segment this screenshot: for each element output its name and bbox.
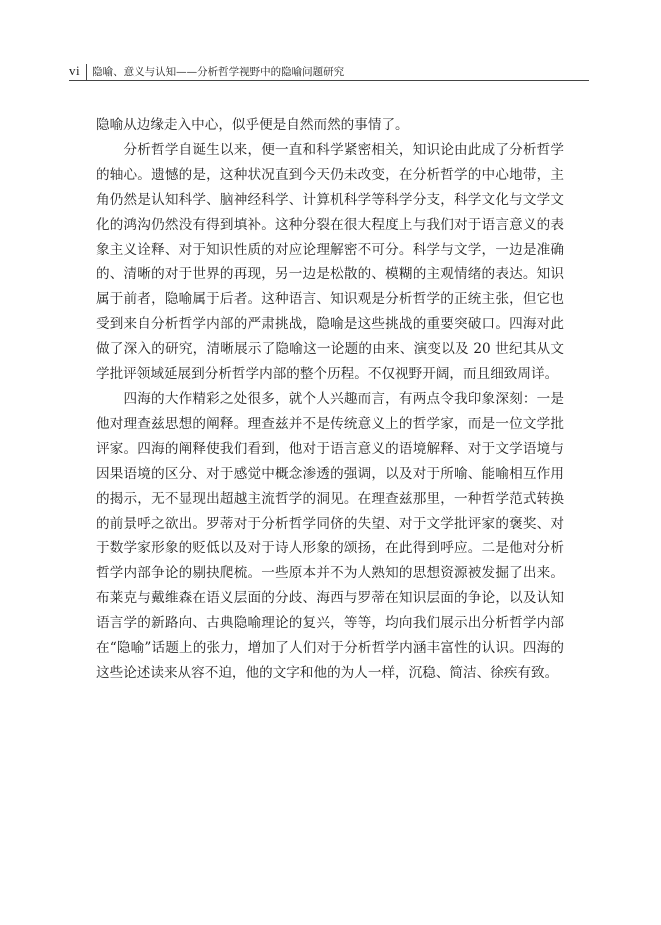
body-text [96, 113, 564, 686]
paragraph-analytic-philosophy: 分析哲学自诞生以来，便一直和科学紧密相关，知识论由此成了分析哲学的轴心。遗憾的是，这种状况直到今天仍未改变，在分析哲学的中心地带，主角仍然是认知科学、脑神经科学、计算机科学等科学分支，科学文化与文学文化的鸿沟仍然没有得到填补。这种分裂在很大程度上与我们对于语言意义的表象主义诠释、对于知识性质的对应论理解密不可分。科学与文学，一边是准确的、清晰的对于世界的再现，另一边是松散的、模糊的主观情绪的表达。知识属于前者，隐喻属于后者。这种语言、知识观是分析哲学的正统主张，但它也受到来自分析哲学内部的严肃挑战，隐喻是这些挑战的重要突破口。四海对此做了深入的研究，清晰展示了隐喻这一论题的由来、演变以及 20 世纪其从文学批评领域延展到分析哲学内部的整个历程。不仅视野开阔，而且细致周详。 [96, 141, 564, 383]
paragraph-highlights: 四海的大作精彩之处很多，就个人兴趣而言，有两点令我印象深刻：一是他对理查兹思想的阐释。理查兹并不是传统意义上的哲学家，而是一位文学批评家。四海的阐释使我们看到，他对于语言意义的语境解释、对于文学语境与因果语境的区分、对于感觉中概念渗透的强调，以及对于所喻、能喻相互作用的揭示，无不显现出超越主流哲学的洞见。在理查兹那里，一种哲学范式转换的前景呼之欲出。罗蒂对于分析哲学同侪的失望、对于文学批评家的褒奖、对于数学家形象的贬低以及对于诗人形象的颂扬，在此得到呼应。二是他对分析哲学内部争论的剔抉爬梳。一些原本并不为人熟知的思想资源被发掘了出来。布莱克与戴维森在语义层面的分歧、海西与罗蒂在知识层面的争论，以及认知语言学的新路向、古典隐喻理论的复兴，等等，均向我们展示出分析哲学内部在“隐喻”话题上的张力，增加了人们对于分析哲学内涵丰富性的认识。四海的这些论述读来从容不迫，他的文字和他的为人一样，沉稳、简洁、徐疾有致。 [96, 390, 564, 681]
running-title: 隐喻、意义与认知——分析哲学视野中的隐喻问题研究 [86, 64, 344, 80]
paragraph-continuation: 隐喻从边缘走入中心，似乎便是自然而然的事情了。 [96, 117, 409, 133]
page-number: vi [69, 63, 81, 78]
running-header [69, 62, 589, 81]
